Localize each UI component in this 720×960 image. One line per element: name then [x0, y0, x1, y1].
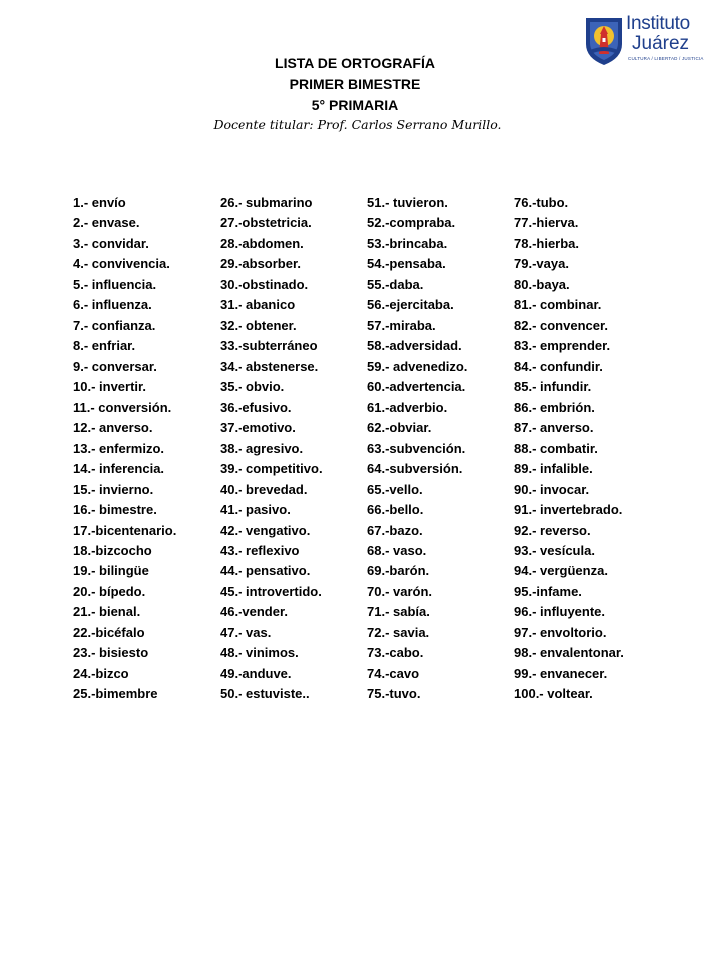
- document-subtitle: PRIMER BIMESTRE: [289, 76, 421, 92]
- list-item: 10.- invertir.: [73, 379, 146, 395]
- list-item: 7.- confianza.: [73, 317, 156, 333]
- word-column-3: [367, 193, 467, 705]
- list-item: 54.-pensaba.: [367, 256, 446, 272]
- list-item: 28.-abdomen.: [220, 235, 304, 251]
- word-column-2: [220, 193, 323, 705]
- list-item: 49.-anduve.: [220, 665, 292, 681]
- list-item: 22.-bicéfalo: [73, 624, 145, 640]
- list-item: 93.- vesícula.: [514, 542, 595, 558]
- logo-name-line1: Instituto: [626, 13, 690, 34]
- list-item: 26.- submarino: [220, 195, 313, 210]
- list-item: 12.- anverso.: [73, 420, 153, 436]
- list-item: 88.- combatir.: [514, 440, 598, 456]
- list-item: 95.-infame.: [514, 583, 582, 599]
- list-item: 23.- bisiesto: [73, 645, 149, 661]
- list-item: 64.-subversión.: [367, 461, 463, 477]
- list-item: 16.- bimestre.: [73, 502, 157, 518]
- list-item: 45.- introvertido.: [220, 583, 322, 599]
- list-item: 21.- bienal.: [73, 604, 141, 620]
- list-item: 35.- obvio.: [220, 379, 285, 395]
- list-item: 24.-bizco: [73, 665, 129, 681]
- list-item: 42.- vengativo.: [220, 522, 311, 538]
- document-title: LISTA DE ORTOGRAFÍA: [275, 55, 435, 71]
- list-item: 20.- bípedo.: [73, 583, 146, 599]
- list-item: 97.- envoltorio.: [514, 624, 607, 640]
- list-item: 38.- agresivo.: [220, 440, 304, 456]
- list-item: 85.- infundir.: [514, 379, 592, 395]
- list-item: 72.- savia.: [367, 624, 430, 640]
- list-item: 71.- sabía.: [367, 604, 430, 620]
- list-item: 55.-daba.: [367, 276, 424, 292]
- list-item: 79.-vaya.: [514, 256, 569, 272]
- grade-label: 5° PRIMARIA: [311, 97, 399, 113]
- list-item: 62.-obviar.: [367, 420, 432, 436]
- list-item: 89.- infalible.: [514, 461, 593, 477]
- list-item: 68.- vaso.: [367, 542, 427, 558]
- list-item: 11.- conversión.: [73, 399, 172, 415]
- list-item: 80.-baya.: [514, 276, 570, 292]
- list-item: 66.-bello.: [367, 502, 424, 518]
- list-item: 14.- inferencia.: [73, 461, 165, 477]
- list-item: 63.-subvención.: [367, 440, 466, 456]
- list-item: 98.- envalentonar.: [514, 645, 624, 661]
- list-item: 48.- vinimos.: [220, 645, 299, 661]
- list-item: 51.- tuvieron.: [367, 195, 448, 210]
- list-item: 77.-hierva.: [514, 215, 579, 231]
- list-item: 1.- envío: [73, 195, 126, 210]
- list-item: 67.-bazo.: [367, 522, 423, 538]
- list-item: 27.-obstetricia.: [220, 215, 312, 231]
- list-item: 83.- emprender.: [514, 338, 611, 354]
- list-item: 30.-obstinado.: [220, 276, 309, 292]
- list-item: 59.- advenedizo.: [367, 358, 468, 374]
- logo-tagline: CULTURA / LIBERTAD / JUSTICIA: [628, 56, 704, 61]
- list-item: 90.- invocar.: [514, 481, 590, 497]
- list-item: 53.-brincaba.: [367, 235, 448, 251]
- list-item: 73.-cabo.: [367, 645, 424, 661]
- list-item: 100.- voltear.: [514, 686, 593, 702]
- list-item: 69.-barón.: [367, 563, 430, 579]
- list-item: 17.-bicentenario.: [73, 522, 177, 538]
- list-item: 86.- embrión.: [514, 399, 595, 415]
- document-header: [0, 53, 710, 134]
- list-item: 36.-efusivo.: [220, 399, 292, 415]
- list-item: 34.- abstenerse.: [220, 358, 319, 374]
- list-item: 61.-adverbio.: [367, 399, 448, 415]
- list-item: 43.- reflexivo: [220, 542, 300, 558]
- list-item: 96.- influyente.: [514, 604, 606, 620]
- list-item: 91.- invertebrado.: [514, 502, 623, 518]
- list-item: 57.-miraba.: [367, 317, 436, 333]
- list-item: 6.- influenza.: [73, 297, 152, 313]
- list-item: 18.-bizcocho: [73, 542, 152, 558]
- list-item: 32.- obtener.: [220, 317, 297, 333]
- list-item: 82.- convencer.: [514, 317, 608, 333]
- list-item: 56.-ejercitaba.: [367, 297, 454, 313]
- list-item: 76.-tubo.: [514, 195, 569, 210]
- list-item: 2.- envase.: [73, 215, 140, 231]
- logo-wordmark: [626, 14, 690, 53]
- list-item: 39.- competitivo.: [220, 461, 323, 477]
- list-item: 4.- convivencia.: [73, 256, 170, 272]
- list-item: 92.- reverso.: [514, 522, 591, 538]
- word-column-1: [73, 193, 176, 705]
- list-item: 78.-hierba.: [514, 235, 580, 251]
- list-item: 81.- combinar.: [514, 297, 602, 313]
- list-item: 41.- pasivo.: [220, 502, 291, 518]
- word-column-4: [514, 193, 624, 705]
- list-item: 99.- envanecer.: [514, 665, 608, 681]
- teacher-line: Docente titular: Prof. Carlos Serrano Murillo.: [213, 117, 502, 132]
- list-item: 65.-vello.: [367, 481, 423, 497]
- list-item: 94.- vergüenza.: [514, 563, 608, 579]
- list-item: 46.-vender.: [220, 604, 288, 620]
- logo-name-line2: Juárez: [632, 33, 690, 54]
- list-item: 47.- vas.: [220, 624, 272, 640]
- list-item: 8.- enfriar.: [73, 338, 136, 354]
- list-item: 50.- estuviste..: [220, 686, 310, 702]
- list-item: 15.- invierno.: [73, 481, 154, 497]
- list-item: 52.-compraba.: [367, 215, 456, 231]
- list-item: 19.- bilingüe: [73, 563, 149, 579]
- list-item: 5.- influencia.: [73, 276, 157, 292]
- list-item: 37.-emotivo.: [220, 420, 296, 436]
- list-item: 87.- anverso.: [514, 420, 594, 436]
- list-item: 60.-advertencia.: [367, 379, 466, 395]
- list-item: 75.-tuvo.: [367, 686, 421, 702]
- list-item: 29.-absorber.: [220, 256, 301, 272]
- list-item: 74.-cavo: [367, 665, 420, 681]
- list-item: 3.- convidar.: [73, 235, 149, 251]
- list-item: 70.- varón.: [367, 583, 433, 599]
- list-item: 13.- enfermizo.: [73, 440, 165, 456]
- list-item: 40.- brevedad.: [220, 481, 308, 497]
- list-item: 44.- pensativo.: [220, 563, 311, 579]
- list-item: 25.-bimembre: [73, 686, 158, 702]
- list-item: 31.- abanico: [220, 297, 296, 313]
- list-item: 84.- confundir.: [514, 358, 603, 374]
- list-item: 58.-adversidad.: [367, 338, 462, 354]
- list-item: 33.-subterráneo: [220, 338, 318, 354]
- list-item: 9.- conversar.: [73, 358, 157, 374]
